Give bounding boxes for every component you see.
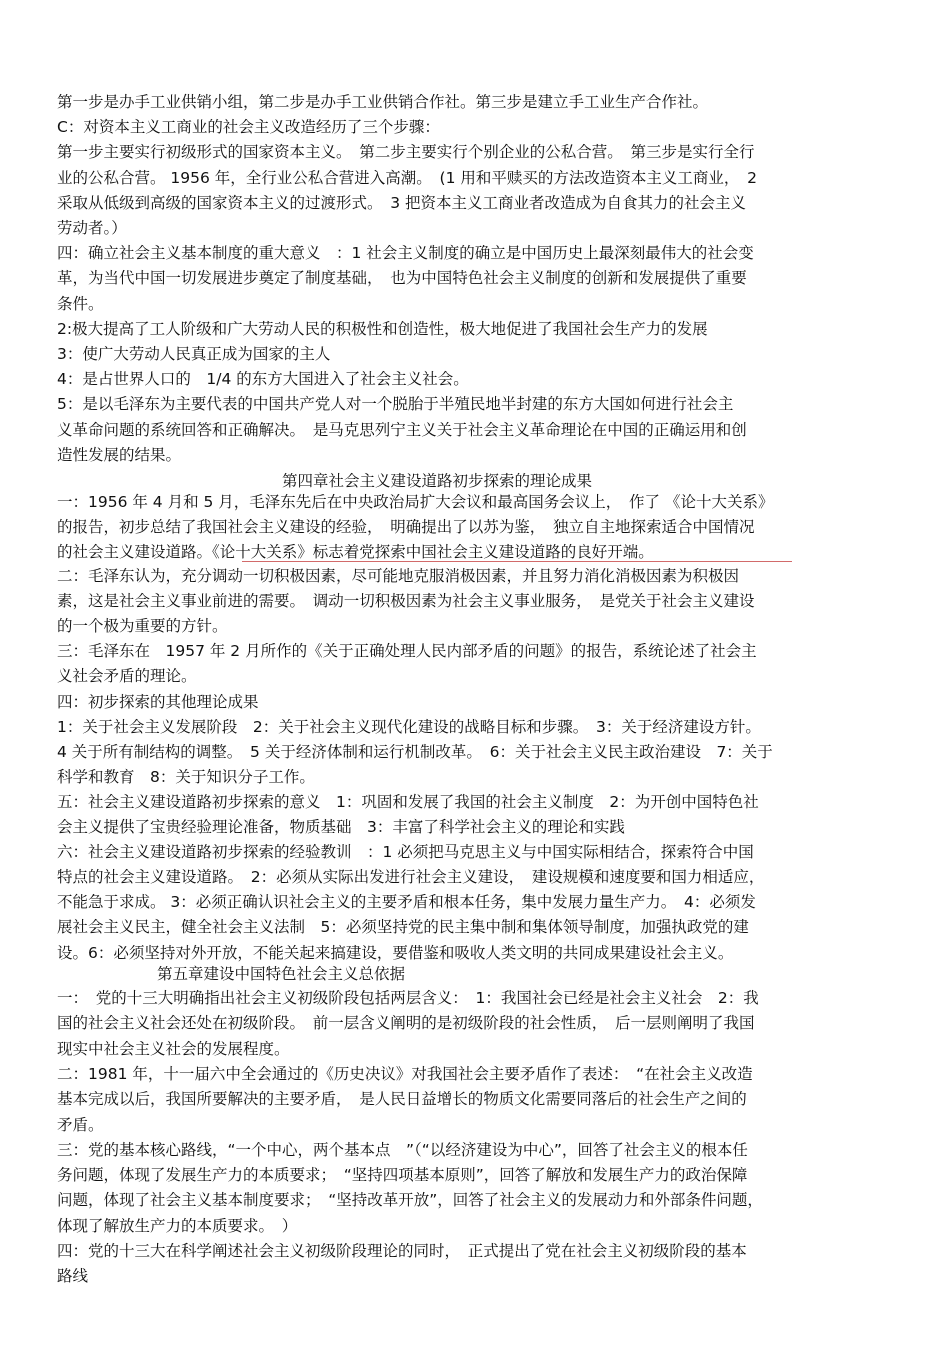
body-text-line: 2:极大提高了工人阶级和广大劳动人民的积极性和创造性，极大地促进了我国社会生产力的发展 — [57, 319, 708, 338]
chapter4-text-line: 的一个极为重要的方针。 — [57, 617, 228, 636]
chapter4-text-line: 4 关于所有制结构的调整。 5 关于经济体制和运行机制改革。 6：关于社会主义民主政治建设 7：关于 — [57, 742, 773, 761]
underline-prefix: 的社会主义建设道路。 — [57, 543, 213, 561]
chapter5-text-line: 体现了解放生产力的本质要求。 ） — [57, 1216, 298, 1235]
chapter5-text-line: 务问题，体现了发展生产力的本质要求； “坚持四项基本原则”，回答了解放和发展生产力的政治保障 — [57, 1166, 748, 1185]
chapter4-text-line: 1：关于社会主义发展阶段 2：关于社会主义现代化建设的战略目标和步骤。 3：关于经济建设方针。 — [57, 717, 761, 736]
chapter4-text-line: 义社会矛盾的理论。 — [57, 667, 197, 686]
chapter4-text-line: 一：1956 年 4 月和 5 月，毛泽东先后在中央政治局扩大会议和最高国务会议上， 作了 《论十大关系》 — [57, 493, 774, 511]
body-text-line: 第一步是办手工业供销小组，第二步是办手工业供销合作社。第三步是建立手工业生产合作社。 — [57, 93, 709, 111]
chapter4-text-line: 五：社会主义建设道路初步探索的意义 1：巩固和发展了我国的社会主义制度 2：为开创中国特色社 — [57, 792, 759, 811]
underlined-text: 《论十大关系》标志着党探索中国社会主义建设道路的良好开端。 — [212, 543, 654, 561]
body-text-line: 四：确立社会主义基本制度的重大意义 ：1 社会主义制度的确立是中国历史上最深刻最伟大的社会变 — [57, 244, 754, 263]
chapter4-title: 第四章社会主义建设道路初步探索的理论成果 — [282, 472, 593, 490]
chapter5-title: 第五章建设中国特色社会主义总依据 — [157, 965, 406, 983]
chapter5-text-line: 四：党的十三大在科学阐述社会主义初级阶段理论的同时， 正式提出了党在社会主义初级阶段的基本 — [57, 1242, 747, 1260]
chapter4-text-line: 设。6：必须坚持对外开放，不能关起来搞建设，要借鉴和吸收人类文明的共同成果建设社会主义。 — [57, 943, 734, 962]
body-text-line: 革，为当代中国一切发展进步奠定了制度基础， 也为中国特色社会主义制度的创新和发展提供了重要 — [57, 269, 747, 288]
body-text-line: 5：是以毛泽东为主要代表的中国共产党人对一个脱胎于半殖民地半封建的东方大国如何进行社会主 — [57, 395, 734, 414]
chapter4-text-line: 二：毛泽东认为，充分调动一切积极因素，尽可能地克服消极因素，并且努力消化消极因素为积极因 — [57, 567, 740, 585]
chapter4-text-line: 三：毛泽东在 1957 年 2 月所作的《关于正确处理人民内部矛盾的问题》的报告，系统论述了社会主 — [57, 642, 757, 661]
body-text-line: C：对资本主义工商业的社会主义改造经历了三个步骤： — [57, 118, 440, 137]
chapter4-text-line: 四：初步探索的其他理论成果 — [57, 692, 259, 711]
body-text-line: 4：是占世界人口的 1/4 的东方大国进入了社会主义社会。 — [57, 370, 469, 389]
chapter5-text-line: 问题，体现了社会主义基本制度要求； “坚持改革开放”，回答了社会主义的发展动力和外部条件问题， — [57, 1191, 763, 1210]
body-text-line: 义革命问题的系统回答和正确解决。 是马克思列宁主义关于社会主义革命理论在中国的正确运用和创 — [57, 420, 747, 439]
body-text-line: 业的公私合营。 1956 年，全行业公私合营进入高潮。 (1 用和平赎买的方法改造资本主义工商业， 2 — [57, 168, 758, 187]
chapter5-text-line: 基本完成以后，我国所要解决的主要矛盾， 是人民日益增长的物质文化需要同落后的社会生产之间的 — [57, 1090, 747, 1109]
chapter5-text-line: 二：1981 年，十一届六中全会通过的《历史决议》对我国社会主要矛盾作了表述： “在社会主义改造 — [57, 1064, 753, 1083]
chapter4-text-line: 会主义提供了宝贵经验理论准备，物质基础 3：丰富了科学社会主义的理论和实践 — [57, 818, 625, 836]
chapter4-text-line: 素，这是社会主义事业前进的需要。 调动一切积极因素为社会主义事业服务， 是党关于社会主义建设 — [57, 592, 755, 611]
chapter5-text-line: 国的社会主义社会还处在初级阶段。 前一层含义阐明的是初级阶段的社会性质， 后一层则阐明了我国 — [57, 1014, 755, 1033]
chapter5-text-line: 矛盾。 — [57, 1115, 104, 1134]
body-text-line: 条件。 — [57, 294, 104, 313]
chapter5-text-line: 三：党的基本核心路线，“一个中心，两个基本点 ”（“以经济建设为中心”，回答了社会主义的根本任 — [57, 1140, 748, 1159]
chapter4-text-line: 六：社会主义建设道路初步探索的经验教训 ：1 必须把马克思主义与中国实际相结合，探索符合中国 — [57, 843, 754, 862]
underline-rule — [242, 561, 792, 562]
body-text-line: 造性发展的结果。 — [57, 445, 182, 464]
chapter5-text-line: 现实中社会主义社会的发展程度。 — [57, 1039, 290, 1058]
underlined-line — [57, 541, 920, 563]
body-text-line: 第一步主要实行初级形式的国家资本主义。 第二步主要实行个别企业的公私合营。 第三步是实行全行 — [57, 143, 755, 162]
chapter4-text-line: 展社会主义民主，健全社会主义法制 5：必须坚持党的民主集中制和集体领导制度，加强执政党的建 — [57, 918, 749, 937]
body-text-line: 采取从低级到高级的国家资本主义的过渡形式。 3 把资本主义工商业者改造成为自食其力的社会主义 — [57, 193, 747, 212]
chapter4-text-line: 不能急于求成。 3：必须正确认识社会主义的主要矛盾和根本任务，集中发展力量生产力。 4：必须发 — [57, 893, 756, 912]
body-text-line: 3：使广大劳动人民真正成为国家的主人 — [57, 345, 331, 363]
chapter4-text-line: 科学和教育 8：关于知识分子工作。 — [57, 767, 315, 786]
chapter4-text-line: 的报告，初步总结了我国社会主义建设的经验， 明确提出了以苏为鉴， 独立自主地探索适合中国情况 — [57, 518, 755, 536]
chapter5-text-line: 路线 — [57, 1267, 89, 1286]
chapter4-text-line: 特点的社会主义建设道路。 2：必须从实际出发进行社会主义建设， 建设规模和速度要和国力相适应， — [57, 868, 765, 887]
body-text-line: 劳动者。） — [57, 219, 127, 237]
chapter5-text-line: 一： 党的十三大明确指出社会主义初级阶段包括两层含义： 1：我国社会已经是社会主义社会 2：我 — [57, 989, 759, 1007]
